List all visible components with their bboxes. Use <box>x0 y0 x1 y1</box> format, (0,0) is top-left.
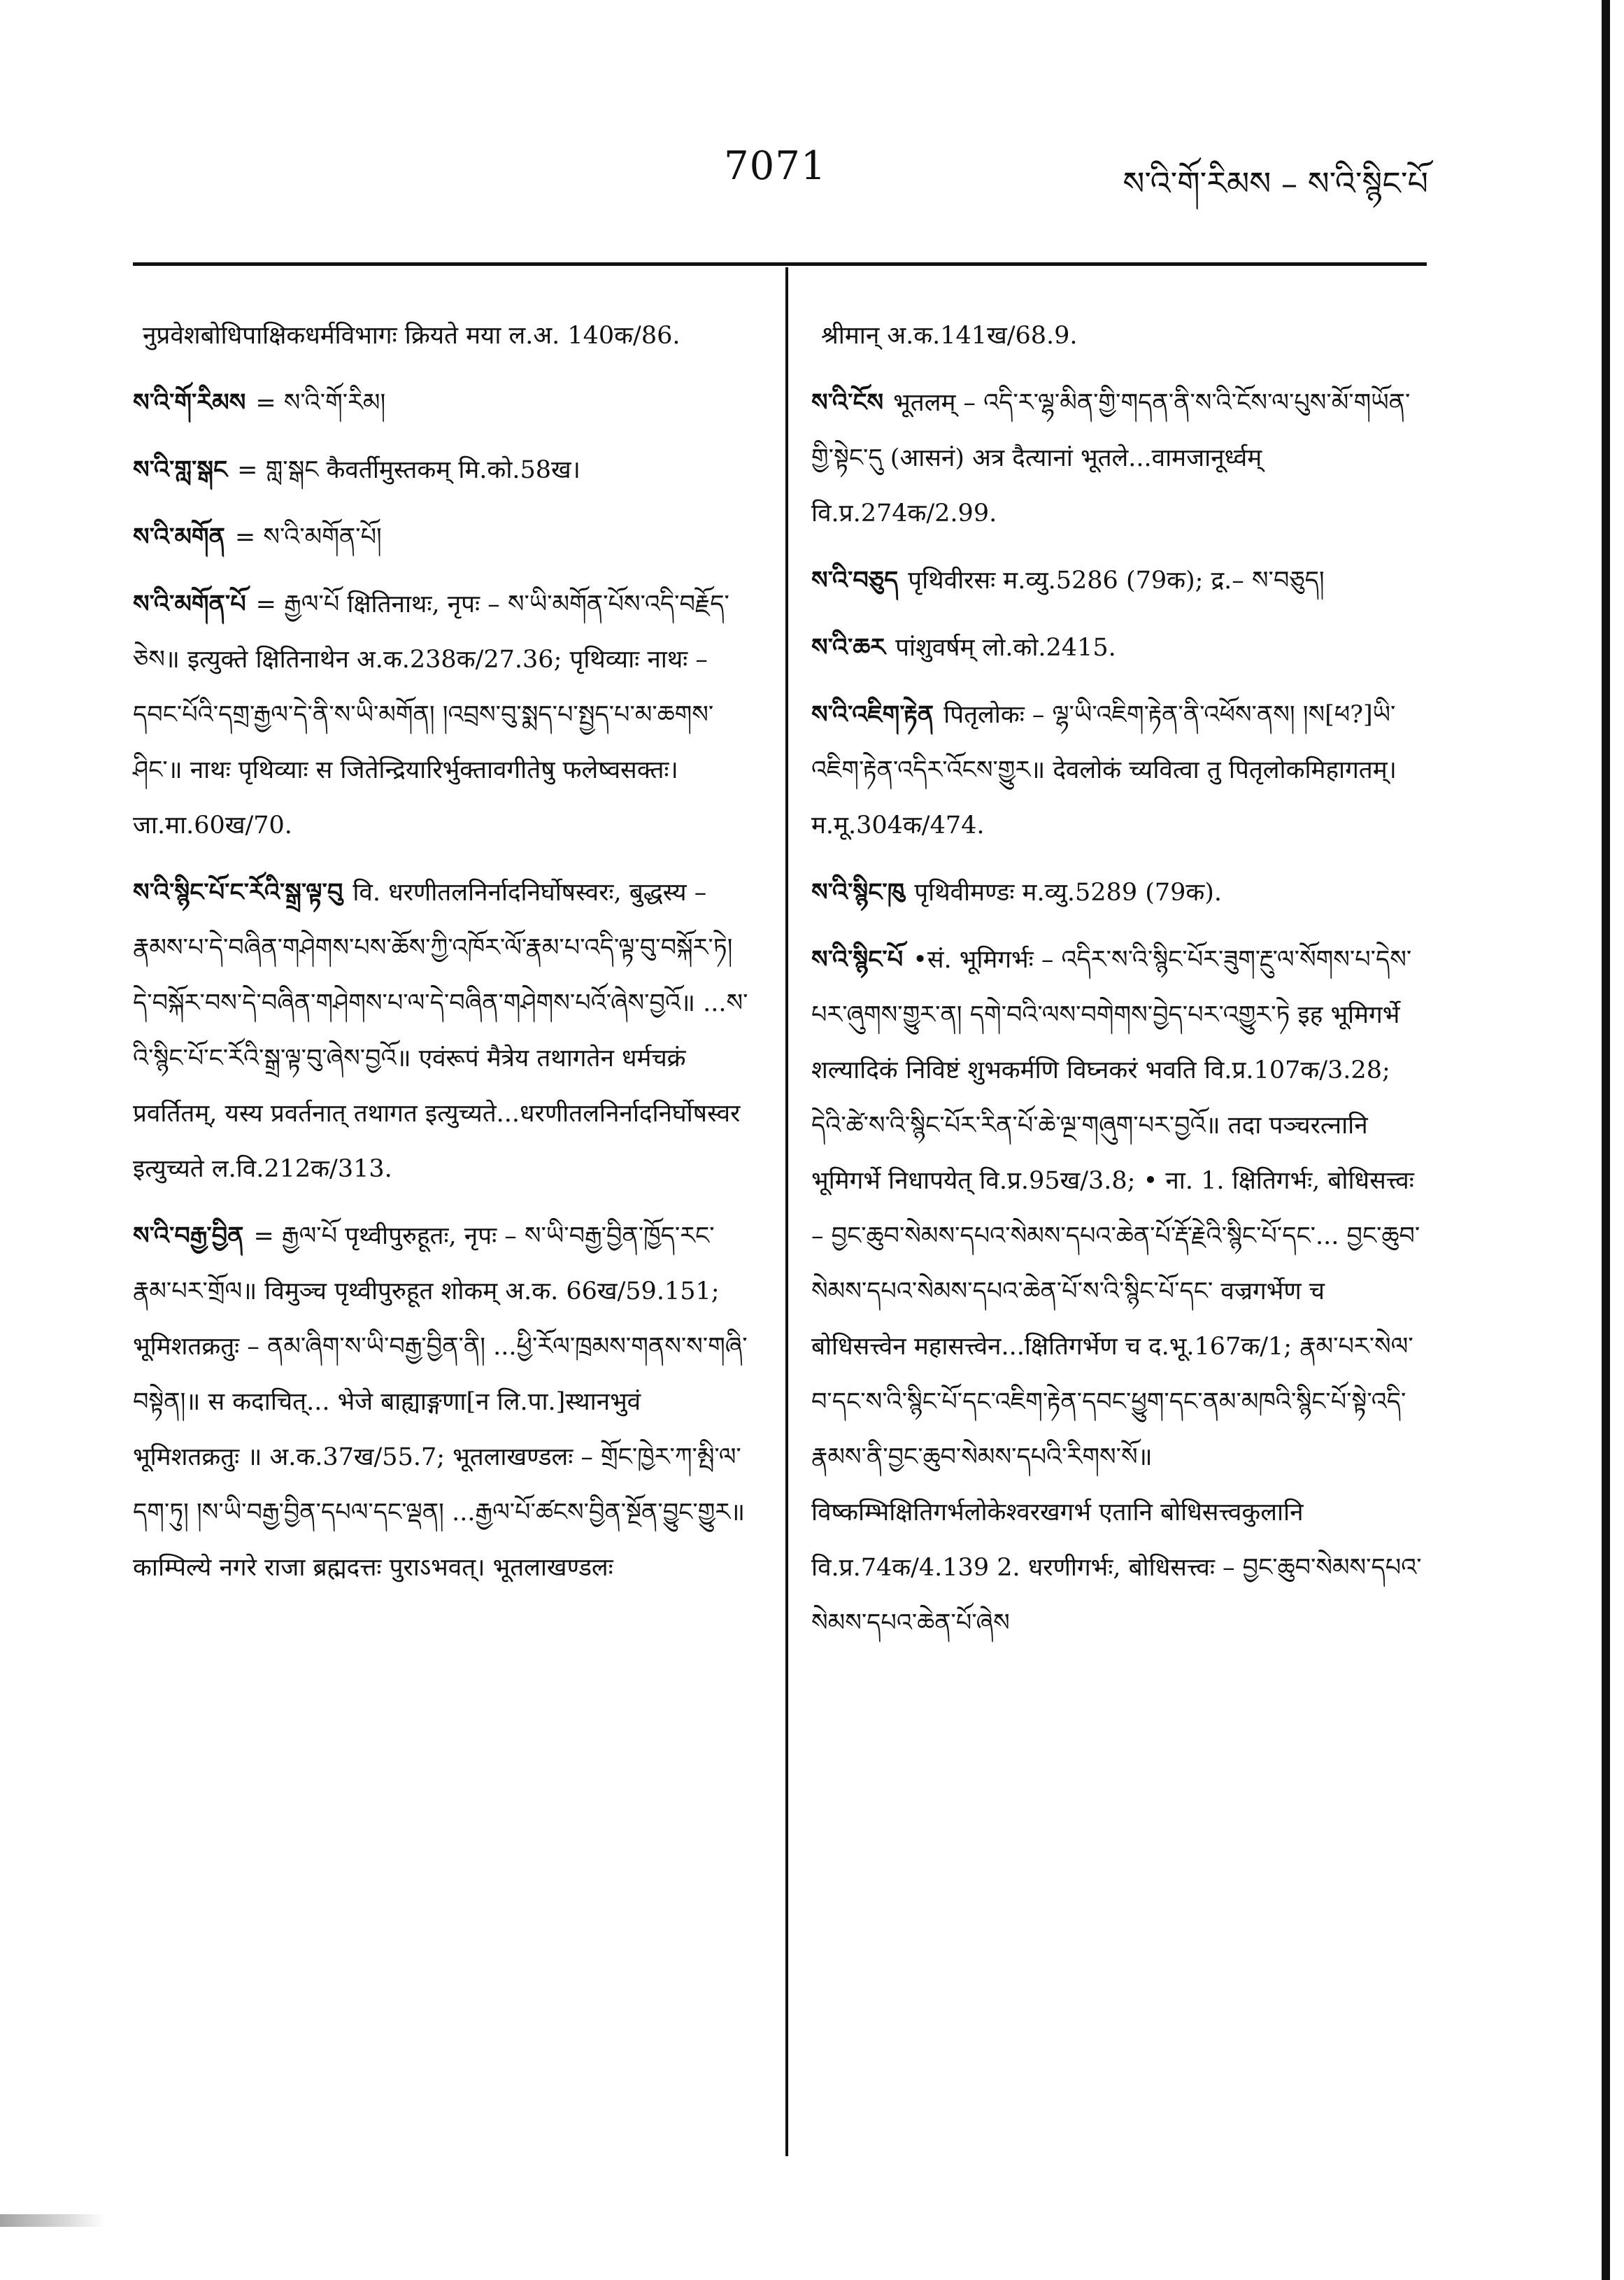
entry-headword: ས་འི་ངོས <box>811 388 884 417</box>
dictionary-entry <box>811 620 1427 676</box>
entry-text: = གླ་སྒང कैवर्तीमुस्तकम् मि.को.58ख। <box>237 456 580 484</box>
dictionary-entry <box>133 308 748 364</box>
entry-text: = ས་འི་གོ་རིམ། <box>255 389 386 417</box>
right-column <box>811 308 1427 1662</box>
entry-text: पृथिवीमण्डः म.व्यु.5289 (79क). <box>914 879 1223 907</box>
entry-text: •सं. भूमिगर्भः – འདིར་ས་འི་སྙིང་པོར་ཟུག་རྔུ་ལ་སོགས་པ་དེས་པར་ཞུགས་གྱུར་ན། དགེ་བའི་ལས་བགེགས་བྱེད་པར་འགྱུར་ཏེ इह भूमिगर्भे शल्यादिकं निविष्टं शुभकर्मणि विघ्नकरं भवति वि.प्र.107क/3.28; དེའི་ཚེ་ས་འི་སྙིང་པོར་རིན་པོ་ཆེ་ལྔ་གཞུག་པར་བྱའོ॥ तदा पञ्चरत्नानि भूमिगर्भे निधापयेत् वि.प्र.95ख/3.8; • ना. 1. क्षितिगर्भः, बोधिसत्त्वः – བྱང་ཆུབ་སེམས་དཔའ་སེམས་དཔའ་ཆེན་པོ་རྡོ་རྗེའི་སྙིང་པོ་དང་... བྱང་ཆུབ་སེམས་དཔའ་སེམས་དཔའ་ཆེན་པོ་ས་འི་སྙིང་པོ་དང་ वज्रगर्भेण च बोधिसत्त्वेन महासत्त्वेन...क्षितिगर्भेण च द.भू.167क/1; རྣམ་པར་སེལ་བ་དང་ས་འི་སྙིང་པོ་དང་འཇིག་རྟེན་དབང་ཕྱུག་དང་ནམ་མཁའི་སྙིང་པོ་སྟེ་འདི་རྣམས་ནི་བྱང་ཆུབ་སེམས་དཔའི་རིགས་སོ॥ विष्कम्भिक्षितिगर्भलोकेश्वरखगर्भ एतानि बोधिसत्त्वकुलानि वि.प्र.74क/4.139 2. धरणीगर्भः, बोधिसत्त्वः – བྱང་ཆུབ་སེམས་དཔའ་སེམས་དཔའ་ཆེན་པོ་ཞེས <box>811 946 1422 1637</box>
entry-headword: ས་འི་མགོན་པོ <box>133 590 246 618</box>
entry-text: पांशुवर्षम् लो.को.2415. <box>895 634 1116 662</box>
entry-text: वि. धरणीतलनिर्नादनिर्घोषस्वरः, बुद्धस्य – རྣམས་པ་དེ་བཞིན་གཤེགས་པས་ཆོས་ཀྱི་འཁོར་ལོ་རྣམ་པ་འདི་ལྟ་བུ་བསྐོར་ཏེ། དེ་བསྐོར་བས་དེ་བཞིན་གཤེགས་པ་ལ་དེ་བཞིན་གཤེགས་པའོ་ཞེས་བྱའོ॥ ...ས་འི་སྙིང་པོ་ང་རོའི་སྒྲ་ལྟ་བུ་ཞེས་བྱའོ॥ एवंरूपं मैत्रेय तथागतेन धर्मचक्रं प्रवर्तितम्, यस्य प्रवर्तनात् तथागत इत्युच्यते...धरणीतलनिर्नादनिर्घोषस्वर इत्युच्यते ल.वि.212क/313. <box>133 879 748 1183</box>
column-divider <box>785 267 788 2156</box>
dictionary-entry <box>133 375 748 431</box>
page-number: 7071 <box>724 143 827 189</box>
dictionary-entry <box>811 308 1427 364</box>
entry-headword: ས་འི་མགོན <box>133 523 225 551</box>
dictionary-entry <box>811 865 1427 921</box>
entry-text: = ས་འི་མགོན་པོ། <box>234 523 382 551</box>
entry-text: श्रीमान् अ.क.141ख/68.9. <box>821 322 1078 350</box>
entry-headword: ས་འི་གོ་རིམས <box>133 388 246 417</box>
left-column <box>133 308 748 1607</box>
dictionary-entry <box>133 442 748 498</box>
dictionary-entry <box>811 932 1427 1651</box>
entry-headword: ས་འི་སྙིང་ཁུ <box>811 878 905 907</box>
entry-headword: ས་འི་བཅུད <box>811 566 899 595</box>
entry-headword: ས་འི་ཆར <box>811 633 886 662</box>
entry-headword: ས་འི་སྙིང་པོ་ང་རོའི་སྒྲ་ལྟ་བུ <box>133 878 343 907</box>
dictionary-entry <box>133 865 748 1197</box>
entry-headword: ས་འི་བརྒྱ་བྱིན <box>133 1222 244 1250</box>
entry-text: पृथिवीरसः म.व्यु.5286 (79क); द्र.– ས་བཅུད། <box>908 567 1325 595</box>
entry-headword: ས་འི་སྙིང་པོ <box>811 945 904 974</box>
dictionary-entry <box>811 375 1427 541</box>
binding-edge <box>1602 0 1610 2280</box>
entry-text: नुप्रवेशबोधिपाक्षिकधर्मविभागः क्रियते मया ल.अ. 140क/86. <box>143 322 681 350</box>
entry-text: पितृलोकः – ལྷ་ཡི་འཇིག་རྟེན་ནི་འཕོས་ནས། །ས[ཕ?]ཡི་འཇིག་རྟེན་འདིར་འོངས་གྱུར॥ देवलोकं च्यवित्वा तु पितृलोकमिहागतम्। म.मू.304क/474. <box>811 701 1397 840</box>
header-rule <box>133 262 1427 266</box>
entry-text: भूतलम् – འདི་ར་ལྷ་མིན་གྱི་གདན་ནི་ས་འི་ངོས་ལ་པུས་མོ་གཡོན་གྱི་སྟེང་དུ (आसनं) अत्र दैत्यानां भूतले...वामजानूर्ध्वम् वि.प्र.274क/2.99. <box>811 389 1411 527</box>
running-head: ས་འི་གོ་རིམས – ས་འི་སྙིང་པོ <box>1123 164 1428 202</box>
entry-text: = རྒྱལ་པོ क्षितिनाथः, नृपः – ས་ཡི་མགོན་པོས་འདི་བརྗོད་ཅེས॥ इत्युक्ते क्षितिनाथेन अ.क.238क/27.36; पृथिव्याः नाथः – དབང་པོའི་དགྲ་རྒྱལ་དེ་ནི་ས་ཡི་མགོན། །འབྲས་བུ་སྨད་པ་སྤྱད་པ་མ་ཆགས་ཤིང་॥ नाथः पृथिव्याः स जितेन्द्रियारिर्भुक्तावगीतेषु फलेष्वसक्तः। जा.मा.60ख/70. <box>133 590 729 840</box>
entry-headword: ས་འི་འཇིག་རྟེན <box>811 700 934 729</box>
dictionary-entry <box>811 553 1427 609</box>
scan-smudge <box>0 2214 105 2227</box>
dictionary-entry <box>811 687 1427 854</box>
entry-headword: ས་འི་གླ་སྒང <box>133 455 228 484</box>
dictionary-entry <box>133 509 748 565</box>
dictionary-entry <box>133 1208 748 1596</box>
dictionary-entry <box>133 576 748 854</box>
entry-text: = རྒྱལ་པོ पृथ्वीपुरुहूतः, नृपः – ས་ཡི་བརྒྱ་བྱིན་ཁྱོད་རང་རྣམ་པར་གྲོལ॥ विमुञ्च पृथ्वीपुरुहूत शोकम् अ.क. 66ख/59.151; भूमिशतक्रतुः – ནམ་ཞིག་ས་ཡི་བརྒྱ་བྱིན་ནི། ...ཕྱི་རོལ་ཁྲམས་གནས་ས་གཞི་བསྟེན།॥ स कदाचित्... भेजे बाह्याङ्गणा[न लि.पा.]स्थानभुवं भूमिशतक्रतुः ॥ अ.क.37ख/55.7; भूतलाखण्डलः – གྲོང་ཁྱེར་ཀ་མྤི་ལ་དག་ཏུ། །ས་ཡི་བརྒྱ་བྱིན་དཔལ་དང་ལྡན། ...རྒྱལ་པོ་ཚངས་བྱིན་སྔོན་བྱུང་གྱུར॥ काम्पिल्ये नगरे राजा ब्रह्मदत्तः पुराऽभवत्। भूतलाखण्डलः <box>133 1222 748 1582</box>
